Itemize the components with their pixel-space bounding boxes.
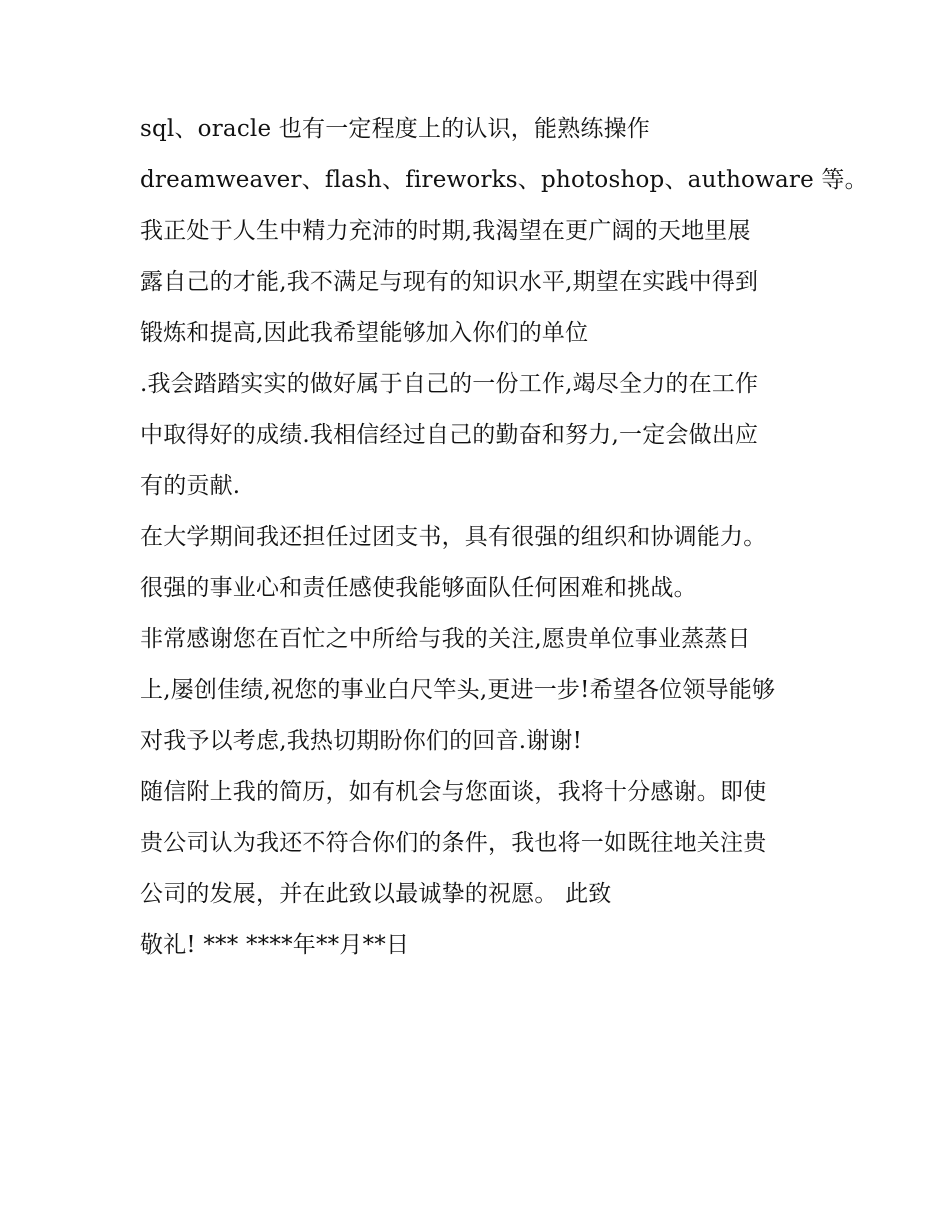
text-line: 随信附上我的简历，如有机会与您面谈，我将十分感谢。即使: [140, 779, 767, 805]
text-line: 中取得好的成绩.我相信经过自己的勤奋和努力,一定会做出应: [140, 422, 759, 448]
text-line: sql、oracle 也有一定程度上的认识，能熟练操作: [140, 116, 650, 142]
letter-body: [140, 109, 868, 976]
text-line: 锻炼和提高,因此我希望能够加入你们的单位: [140, 320, 589, 346]
text-line: 我正处于人生中精力充沛的时期,我渴望在更广阔的天地里展: [140, 218, 751, 244]
text-line: dreamweaver、flash、fireworks、photoshop、authoware 等。: [140, 167, 868, 193]
text-line: .我会踏踏实实的做好属于自己的一份工作,竭尽全力的在工作: [140, 371, 759, 397]
text-line: 公司的发展，并在此致以最诚挚的祝愿。 此致: [140, 881, 612, 907]
text-line: 非常感谢您在百忙之中所给与我的关注,愿贵单位事业蒸蒸日: [140, 626, 751, 652]
text-line: 露自己的才能,我不满足与现有的知识水平,期望在实践中得到: [140, 269, 759, 295]
closing-line: 敬礼! *** ****年**月**日: [140, 932, 410, 958]
text-line: 在大学期间我还担任过团支书，具有很强的组织和协调能力。: [140, 524, 767, 550]
text-line: 对我予以考虑,我热切期盼你们的回音.谢谢!: [140, 728, 583, 754]
text-line: 上,屡创佳绩,祝您的事业白尺竿头,更进一步!希望各位领导能够: [140, 677, 776, 703]
text-line: 有的贡献.: [140, 473, 241, 499]
text-line: 很强的事业心和责任感使我能够面队任何困难和挑战。: [140, 575, 697, 601]
text-line: 贵公司认为我还不符合你们的条件，我也将一如既往地关注贵: [140, 830, 767, 856]
